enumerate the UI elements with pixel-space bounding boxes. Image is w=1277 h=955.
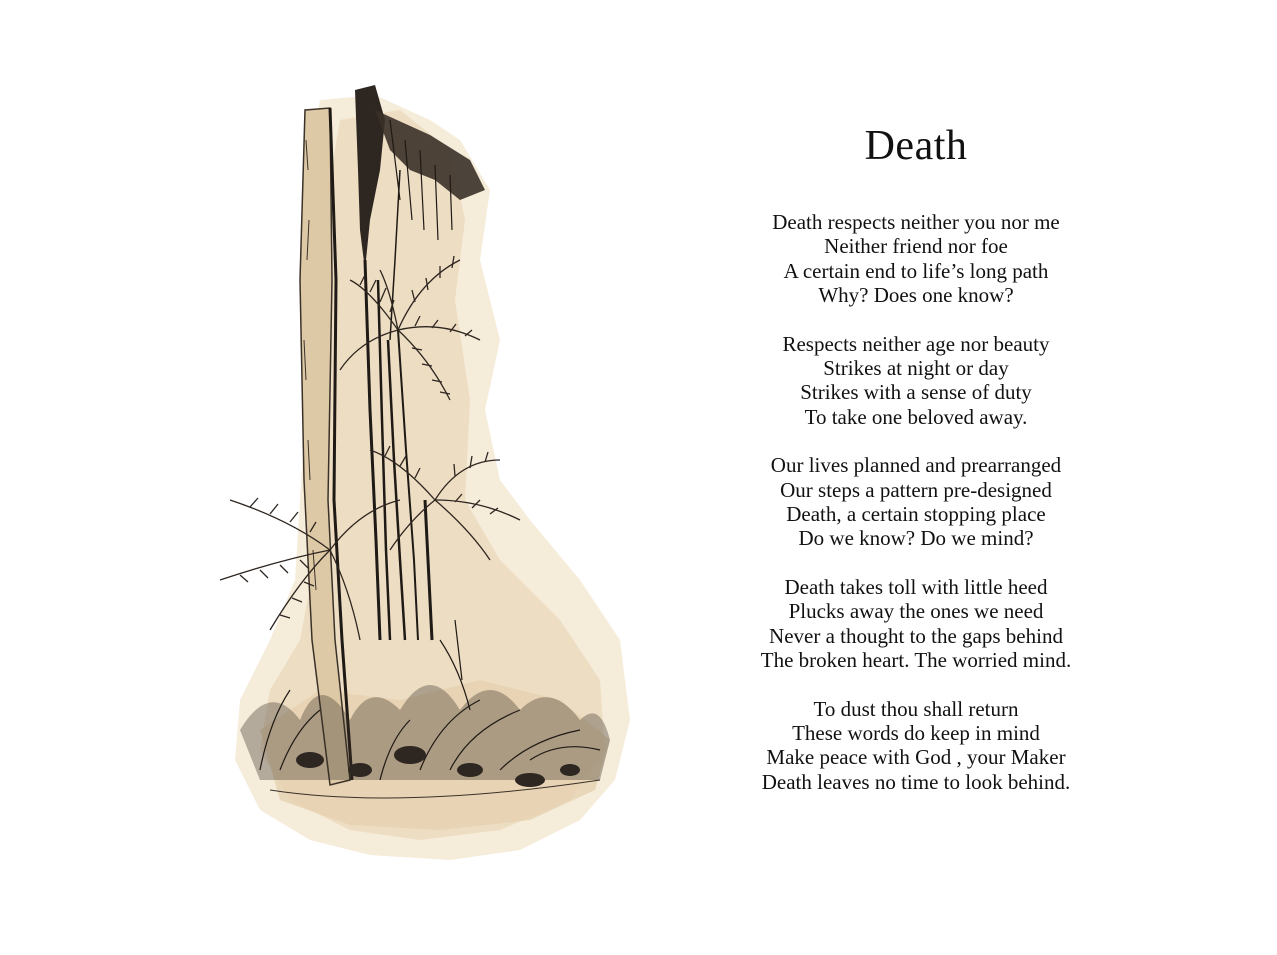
poem-line: Death respects neither you nor me [772,210,1060,234]
poem-line: Do we know? Do we mind? [798,526,1034,551]
poem-line: To dust thou shall return [813,696,1019,721]
stanza-3 [700,453,1132,551]
poem-line: The broken heart. The worried mind. [760,648,1072,673]
poem-title: Death [864,123,968,169]
poem-line: Never a thought to the gaps behind [769,623,1063,648]
poem-line: Death takes toll with little heed [784,574,1048,599]
poem-line: Respects neither age nor beauty [782,331,1050,356]
stanza-1 [700,210,1132,308]
poem-line: Death, a certain stopping place [786,502,1046,527]
poem-line: Neither friend nor foe [824,234,1008,259]
poem-line: Strikes with a sense of duty [800,380,1032,405]
poem [700,120,1132,818]
stanza-5 [700,697,1132,795]
poem-line: A certain end to life’s long path [783,258,1049,283]
poem-line: Make peace with God , your Maker [766,745,1066,770]
poem-line: Our steps a pattern pre-designed [780,477,1052,502]
poem-line: These words do keep in mind [792,720,1040,745]
stanza-2 [700,332,1132,430]
poem-line: Strikes at night or day [823,356,1009,381]
poem-line: Plucks away the ones we need [788,599,1044,624]
palm-tree-illustration [200,80,640,880]
poem-line: Death leaves no time to look behind. [761,769,1071,794]
poem-line: To take one beloved away. [804,404,1028,429]
poem-line: Why? Does one know? [818,283,1014,308]
poem-line: Our lives planned and prearranged [770,453,1062,478]
stanza-4 [700,575,1132,673]
